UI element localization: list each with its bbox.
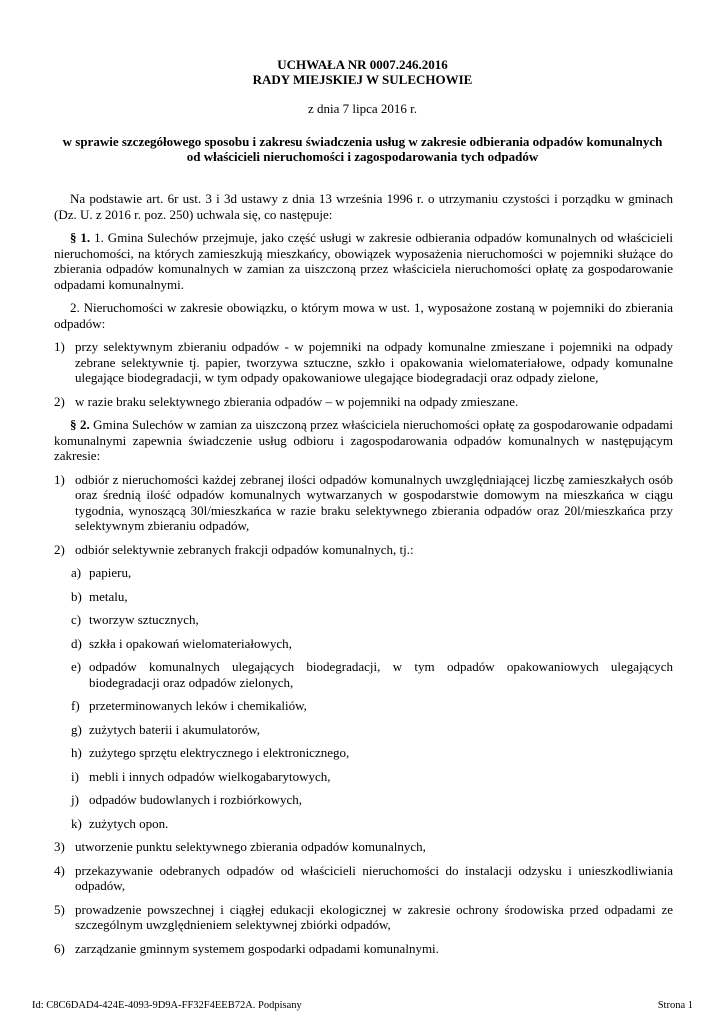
sub-list-item-text: metalu, [89, 588, 128, 604]
list-item-text: przy selektywnym zbieraniu odpadów - w pojemniki na odpady komunalne zmieszane i pojemniki na odpady zebrane selektywnie tj. papier, tworzywa sztuczne, szkło i opakowania wielomateriałowe, odpady komunalne ulegające biodegradacji, w tym odpady opakowaniowe ulegające biodegradacji oraz odpady zielone, [75, 339, 673, 385]
sub-list-item-letter: b) [71, 588, 82, 604]
sub-list-item [54, 745, 673, 761]
list-item-number: 1) [54, 339, 65, 354]
list-item-text: prowadzenie powszechnej i ciągłej edukacji ekologicznej w zakresie ochrony środowiska przed odpadami ze szczególnym uwzględnieniem selektywnej zbiórki odpadów, [75, 901, 673, 932]
section-2-text: Gmina Sulechów w zamian za uiszczoną przez właściciela nieruchomości opłatę za gospodarowanie odpadami komunalnymi zapewnia świadczenie usług odbioru i zagospodarowania odpadów komunalnych w następującym zakresie: [54, 417, 674, 463]
sub-list-item [54, 769, 673, 785]
section-2-paragraph [54, 417, 673, 464]
subject-line-1: w sprawie szczegółowego sposobu i zakresu świadczenia usług w zakresie odbierania odpadów komunalnych [62, 134, 663, 149]
section-2-mark: § 2. [70, 417, 90, 432]
sub-list-item [54, 792, 673, 808]
sub-list-item-text: odpadów komunalnych ulegających biodegradacji, w tym odpadów opakowaniowych ulegających biodegradacji oraz odpadów zielonych, [89, 659, 673, 690]
sub-list-item-text: zużytego sprzętu elektrycznego i elektronicznego, [89, 745, 350, 760]
list-item [54, 839, 673, 855]
sub-list-item [54, 589, 673, 605]
list-item-text: odbiór z nieruchomości każdej zebranej ilości odpadów komunalnych uwzględniającej liczbę zamieszkałych osób oraz średnią ilość odpadów komunalnych wytwarzanych w gospodarstwie domowym na mieszkańca w ciągu tygodnia, wynoszącą 30l/mieszkańca w razie braku selektywnego zbierania odpadów oraz 20l/mieszkańca przy selektywnym zbieraniu odpadów, [75, 471, 673, 533]
sub-list-item-letter: i) [71, 768, 79, 784]
sub-list-item-text: przeterminowanych leków i chemikaliów, [89, 698, 307, 713]
list-item-number: 5) [54, 901, 65, 917]
council-name: RADY MIEJSKIEJ W SULECHOWIE [252, 72, 473, 87]
page-number: Strona 1 [657, 1000, 693, 1011]
list-item-number: 1) [54, 471, 65, 487]
subject-line-2: od właścicieli nieruchomości i zagospodarowania tych odpadów [186, 149, 539, 164]
list-item-text: przekazywanie odebranych odpadów od właścicieli nieruchomości do instalacji odzysku i unieszkodliwiania odpadów, [75, 862, 673, 893]
resolution-subject [40, 134, 685, 164]
section-1-mark: § 1. [70, 230, 91, 245]
sub-list-item [54, 636, 673, 652]
list-item-number: 2) [54, 393, 65, 409]
section-1-paragraph-1-text: 1. Gmina Sulechów przejmuje, jako część usługi w zakresie odbierania odpadów komunalnych od właścicieli nieruchomości, na których zamieszkują mieszkańcy, obowiązek wyposażenia nieruchomości w pojemniki służące do zbierania odpadów komunalnych w zamian za uiszczoną przez właściciela nieruchomości opłatę za gospodarowanie odpadami komunalnymi. [54, 230, 674, 292]
list-item [54, 542, 673, 558]
sub-list-item [54, 565, 673, 581]
resolution-number: UCHWAŁA NR 0007.246.2016 [277, 57, 448, 72]
sub-list-item-letter: j) [71, 792, 79, 807]
sub-list-item [54, 816, 673, 832]
sub-list-item-text: tworzyw sztucznych, [89, 612, 199, 627]
sub-list-item-letter: e) [71, 659, 82, 674]
sub-list-item [54, 612, 673, 628]
sub-list-item-letter: a) [71, 565, 82, 580]
sub-list-item-letter: h) [71, 745, 82, 760]
list-item-text: w razie braku selektywnego zbierania odpadów – w pojemniki na odpady zmieszane. [75, 393, 519, 409]
sub-list-item-text: szkła i opakowań wielomateriałowych, [89, 635, 292, 651]
sub-list-item-text: zużytych baterii i akumulatorów, [89, 721, 260, 737]
sub-list-item-letter: c) [71, 612, 82, 627]
sub-list-item-letter: f) [71, 698, 80, 713]
list-item-number: 2) [54, 541, 65, 557]
list-item-text: zarządzanie gminnym systemem gospodarki odpadami komunalnymi. [75, 940, 439, 956]
preamble: Na podstawie art. 6r ust. 3 i 3d ustawy z dnia 13 września 1996 r. o utrzymaniu czystości i porządku w gminach (Dz. U. z 2016 r. poz. 250) uchwala się, co następuje: [54, 191, 673, 222]
document-id: Id: C8C6DAD4-424E-4093-9D9A-FF32F4EEB72A. Podpisany [32, 1000, 302, 1011]
list-item [54, 394, 673, 410]
list-item [54, 902, 673, 933]
section-1-paragraph-2: 2. Nieruchomości w zakresie obowiązku, o którym mowa w ust. 1, wyposażone zostaną w pojemniki do zbierania odpadów: [54, 300, 673, 331]
resolution-date: z dnia 7 lipca 2016 r. [307, 101, 418, 116]
section-1-paragraph-1 [54, 230, 673, 292]
list-item-number: 6) [54, 940, 65, 956]
list-item-text: odbiór selektywnie zebranych frakcji odpadów komunalnych, tj.: [75, 541, 414, 557]
sub-list-item-letter: g) [71, 721, 82, 737]
sub-list-item [54, 722, 673, 738]
list-item [54, 941, 673, 957]
sub-list-item-letter: d) [71, 635, 82, 651]
sub-list-item-text: mebli i innych odpadów wielkogabarytowych, [89, 768, 331, 784]
list-item-number: 3) [54, 839, 65, 854]
sub-list-item [54, 659, 673, 690]
sub-list-item-text: papieru, [89, 565, 132, 580]
sub-list-item-text: zużytych opon. [89, 815, 169, 831]
list-item-text: utworzenie punktu selektywnego zbierania odpadów komunalnych, [75, 839, 426, 854]
list-item [54, 339, 673, 386]
list-item-number: 4) [54, 862, 65, 878]
sub-list-item-text: odpadów budowlanych i rozbiórkowych, [89, 792, 303, 807]
list-item [54, 863, 673, 894]
sub-list-item-letter: k) [71, 815, 82, 831]
document-body [54, 191, 673, 964]
list-item [54, 472, 673, 534]
sub-list-item [54, 698, 673, 714]
